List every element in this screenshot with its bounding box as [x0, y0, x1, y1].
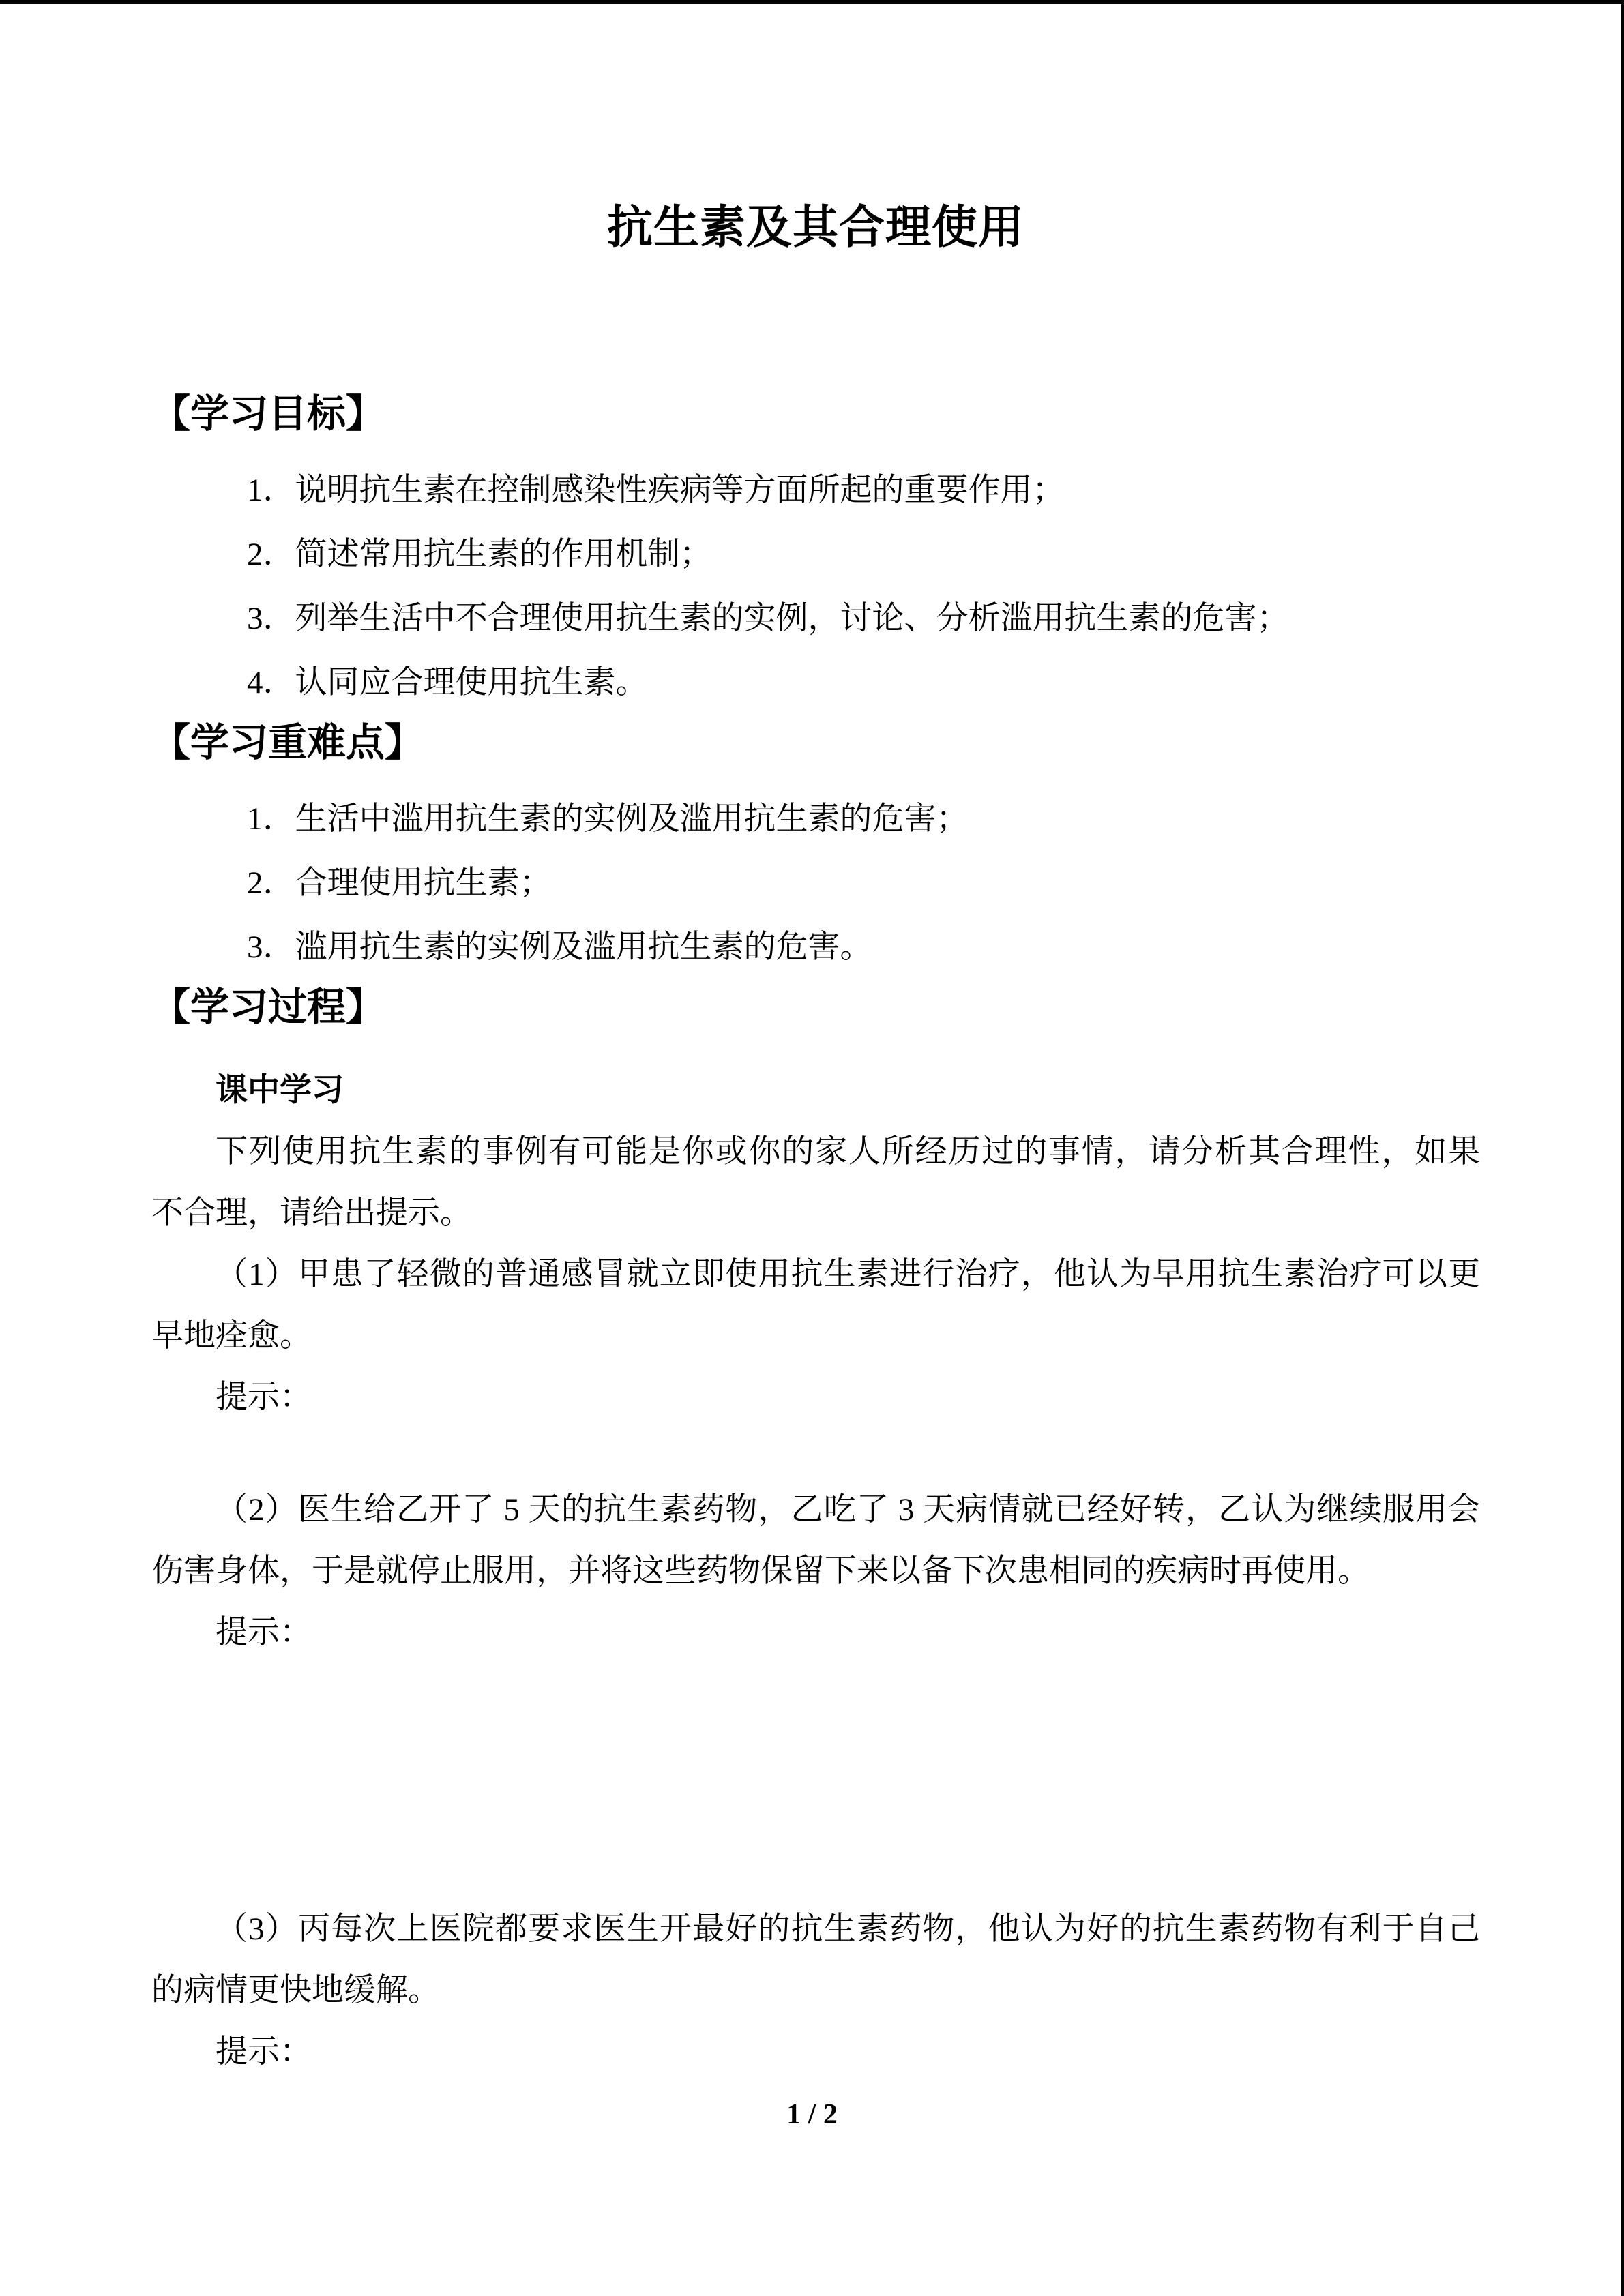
key-point-item: 2．合理使用抗生素； [247, 865, 552, 901]
section-heading-objectives: 【学习目标】 [151, 393, 385, 436]
objectives-list [151, 458, 1480, 715]
intro-paragraph [151, 1121, 1480, 1244]
page-number: 1 / 2 [786, 2099, 838, 2130]
objective-item: 1．说明抗生素在控制感染性疾病等方面所起的重要作用； [247, 473, 1065, 508]
objective-item: 2．简述常用抗生素的作用机制； [247, 537, 712, 572]
text-line: 下列使用抗生素的事例有可能是你或你的家人所经历过的事情，请分析其合理性，如果 [216, 1134, 1480, 1169]
objective-item: 4．认同应合理使用抗生素。 [247, 665, 648, 700]
text-line: （1）甲患了轻微的普通感冒就立即使用抗生素进行治疗，他认为早用抗生素治疗可以更 [216, 1257, 1480, 1292]
subsection-title: 课中学习 [216, 1073, 344, 1108]
text-line: 的病情更快地缓解。 [151, 1973, 440, 2008]
case-1-paragraph [151, 1244, 1480, 1428]
text-line: 不合理，请给出提示。 [151, 1195, 472, 1231]
objective-item: 3．列举生活中不合理使用抗生素的实例，讨论、分析滥用抗生素的危害； [247, 601, 1289, 636]
prompt-label: 提示： [216, 2034, 312, 2070]
section-heading-process: 【学习过程】 [151, 986, 385, 1029]
section-heading-key-points: 【学习重难点】 [151, 721, 424, 764]
text-line: （2）医生给乙开了 5 天的抗生素药物，乙吃了 3 天病情就已经好转，乙认为继续服用会 [216, 1492, 1480, 1527]
case-3-paragraph [151, 1898, 1480, 2083]
prompt-label: 提示： [216, 1615, 312, 1650]
text-line: （3）丙每次上医院都要求医生开最好的抗生素药物，他认为好的抗生素药物有利于自己 [216, 1911, 1480, 1947]
case-2-paragraph [151, 1479, 1480, 1663]
prompt-label: 提示： [216, 1380, 312, 1415]
text-line: 早地痊愈。 [151, 1318, 312, 1354]
key-point-item: 1．生活中滥用抗生素的实例及滥用抗生素的危害； [247, 801, 969, 837]
key-point-item: 3．滥用抗生素的实例及滥用抗生素的危害。 [247, 929, 872, 965]
text-line: 伤害身体，于是就停止服用，并将这些药物保留下来以备下次患相同的疾病时再使用。 [151, 1553, 1370, 1589]
key-points-list [151, 787, 1480, 979]
document-title: 抗生素及其合理使用 [607, 203, 1024, 253]
